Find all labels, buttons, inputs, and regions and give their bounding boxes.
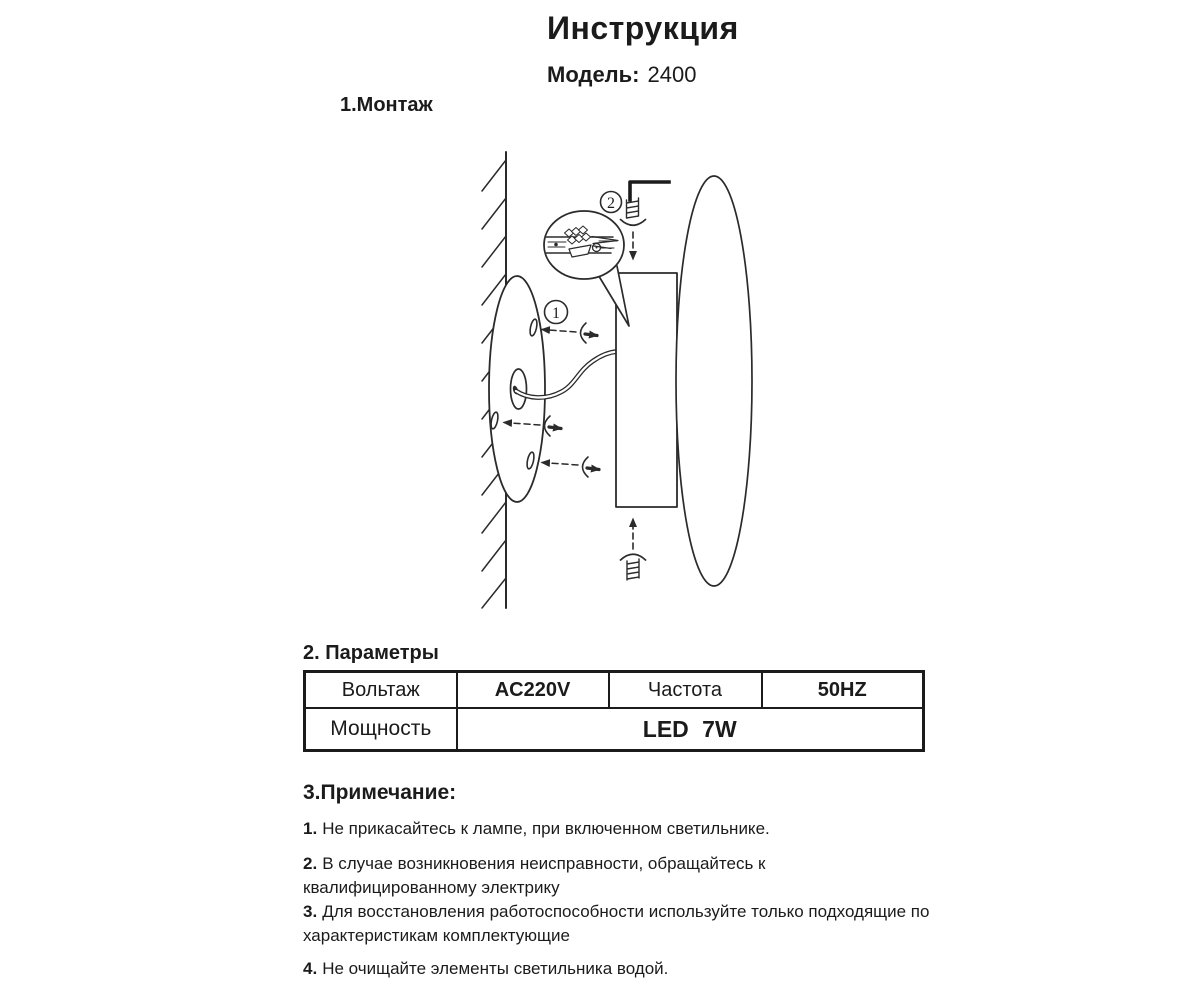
- step-2-label: 2: [607, 195, 615, 212]
- section-heading-parameters: 2. Параметры: [303, 642, 439, 664]
- note-item-1: [303, 817, 935, 841]
- note-number: 2.: [303, 854, 318, 873]
- note-item-2: [303, 852, 935, 900]
- model-value: 2400: [647, 62, 697, 87]
- param-power-label: Мощность: [305, 708, 457, 751]
- bottom-screw: [621, 554, 646, 580]
- mounting-screw-top: [542, 323, 597, 343]
- note-number: 3.: [303, 902, 318, 921]
- table-row: [305, 672, 924, 709]
- table-row: [305, 708, 924, 751]
- param-power-value: LED 7W: [457, 708, 924, 751]
- param-frequency-value: 50HZ: [762, 672, 924, 709]
- note-text: Не прикасайтесь к лампе, при включенном светильнике.: [322, 819, 770, 838]
- step-1-label: 1: [552, 305, 560, 322]
- note-item-4: [303, 957, 935, 981]
- param-frequency-label: Частота: [609, 672, 762, 709]
- model-line: [547, 62, 696, 88]
- notes-list: [303, 817, 935, 992]
- mounting-diagram: [440, 140, 850, 640]
- note-text: В случае возникновения неисправности, обращайтесь к квалифицированному электрику: [303, 854, 766, 897]
- note-text: Для восстановления работоспособности используйте только подходящие по характеристикам комплектующие: [303, 902, 930, 945]
- param-voltage-label: Вольтаж: [305, 672, 457, 709]
- model-label: Модель:: [547, 62, 640, 87]
- page-title: Инструкция: [547, 10, 739, 46]
- param-voltage-value: AC220V: [457, 672, 609, 709]
- step-1-badge: [545, 301, 568, 324]
- parameters-table: [303, 670, 925, 752]
- section-heading-mounting: 1.Монтаж: [340, 94, 433, 116]
- section-heading-notes: 3.Примечание:: [303, 781, 457, 804]
- top-screw: [621, 198, 646, 225]
- step-2-badge: [601, 192, 622, 213]
- lamp-shade: [676, 176, 752, 586]
- mounting-screw-bottom: [542, 457, 599, 477]
- note-item-3: [303, 900, 935, 948]
- note-text: Не очищайте элементы светильника водой.: [322, 959, 669, 978]
- note-number: 1.: [303, 819, 318, 838]
- hanger-bracket: [630, 182, 669, 200]
- note-number: 4.: [303, 959, 318, 978]
